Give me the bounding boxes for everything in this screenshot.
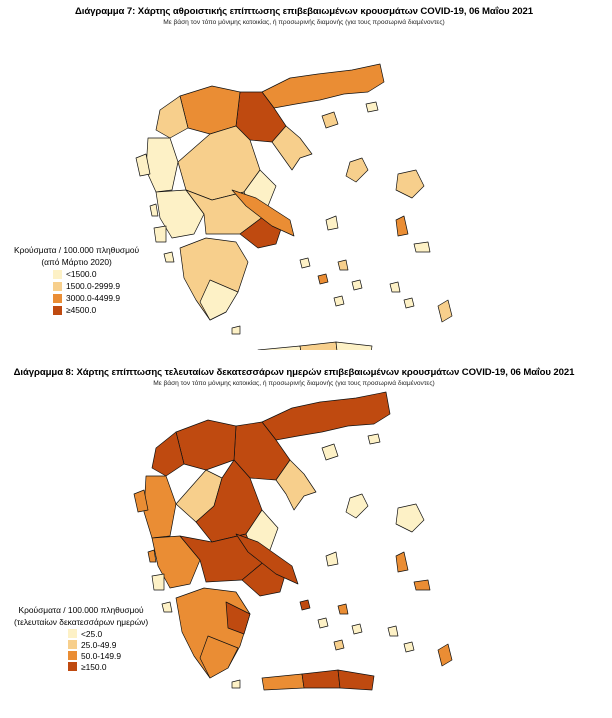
island-cyclades-5 [334,296,344,306]
island-kefalonia [152,574,164,590]
island-crete-east [338,670,374,690]
map2-title: Διάγραμμα 8: Χάρτης επίπτωσης τελευταίων δεκατεσσάρων ημερών επιβεβαιωμένων κρουσμάτων COVID-19, 06 Μαΐου 2021 [13,367,575,378]
map2-legend [14,604,148,672]
legend-item: 50.0-149.9 [68,650,148,661]
island-dodecanese-1 [388,626,398,636]
island-kythira [232,326,240,334]
island-thasos [322,112,338,128]
legend-item: <1500.0 [53,268,139,280]
region-epirus [144,476,176,538]
island-lemnos [346,494,368,518]
legend-title: Κρούσματα / 100.000 πληθυσμού [18,605,144,615]
island-rhodes [438,300,452,322]
island-thasos [322,444,338,460]
island-crete-center [302,670,340,688]
map1-title: Διάγραμμα 7: Χάρτης αθροιστικής επίπτωσης επιβεβαιωμένων κρουσμάτων COVID-19, 06 Μαΐου 2021 [74,6,534,17]
legend-item: 25.0-49.9 [68,639,148,650]
island-cyclades-1 [300,258,310,268]
island-dodecanese-2 [404,642,414,652]
map1-legend [14,244,139,316]
island-zakynthos [164,252,174,262]
legend-item: 3000.0-4499.9 [53,292,139,304]
island-skyros [326,216,338,230]
legend-title: Κρούσματα / 100.000 πληθυσμού [14,245,140,255]
legend-item: ≥150.0 [68,661,148,672]
island-samothraki [366,102,378,112]
island-crete-center [300,342,338,350]
island-lesvos [396,170,424,198]
island-kefalonia [154,226,166,242]
region-west-macedonia [180,86,240,134]
island-zakynthos [162,602,172,612]
island-cyclades-4 [352,280,362,290]
island-cyclades-3 [338,604,348,614]
region-thrace [262,392,390,440]
region-thrace [262,64,384,108]
island-lefkada [150,204,158,216]
island-chios [396,216,408,236]
map1-subtitle: Με βάση τον τόπο μόνιμης κατοικίας, ή προσωρινής διαμονής (για τους προσωρινά διαμένοντες) [163,19,445,26]
island-cyclades-2 [318,274,328,284]
island-cyclades-5 [334,640,344,650]
region-west-macedonia [176,420,236,470]
map2-subtitle: Με βάση τον τόπο μόνιμης κατοικίας, ή προσωρινής διαμονής (για τους προσωρινά διαμένοντες) [153,380,435,387]
legend-item: ≥4500.0 [53,304,139,316]
island-lesvos [396,504,424,532]
island-crete-east [336,342,372,350]
island-cyclades-3 [338,260,348,270]
island-cyclades-4 [352,624,362,634]
island-rhodes [438,644,452,666]
island-cyclades-2 [318,618,328,628]
island-crete-west [258,346,302,350]
region-epirus [146,138,178,192]
island-skyros [326,552,338,566]
island-lemnos [346,158,368,182]
island-dodecanese-2 [404,298,414,308]
legend-subtitle: (τελευταίων δεκατεσσάρων ημερών) [14,617,149,627]
legend-item: 1500.0-2999.9 [53,280,139,292]
island-samos [414,580,430,590]
legend-item: <25.0 [68,628,148,639]
island-chios [396,552,408,572]
island-crete-west [262,674,304,690]
island-samothraki [368,434,380,444]
island-kythira [232,680,240,688]
island-dodecanese-1 [390,282,400,292]
island-samos [414,242,430,252]
island-cyclades-1 [300,600,310,610]
legend-subtitle: (από Μάρτιο 2020) [41,257,112,267]
